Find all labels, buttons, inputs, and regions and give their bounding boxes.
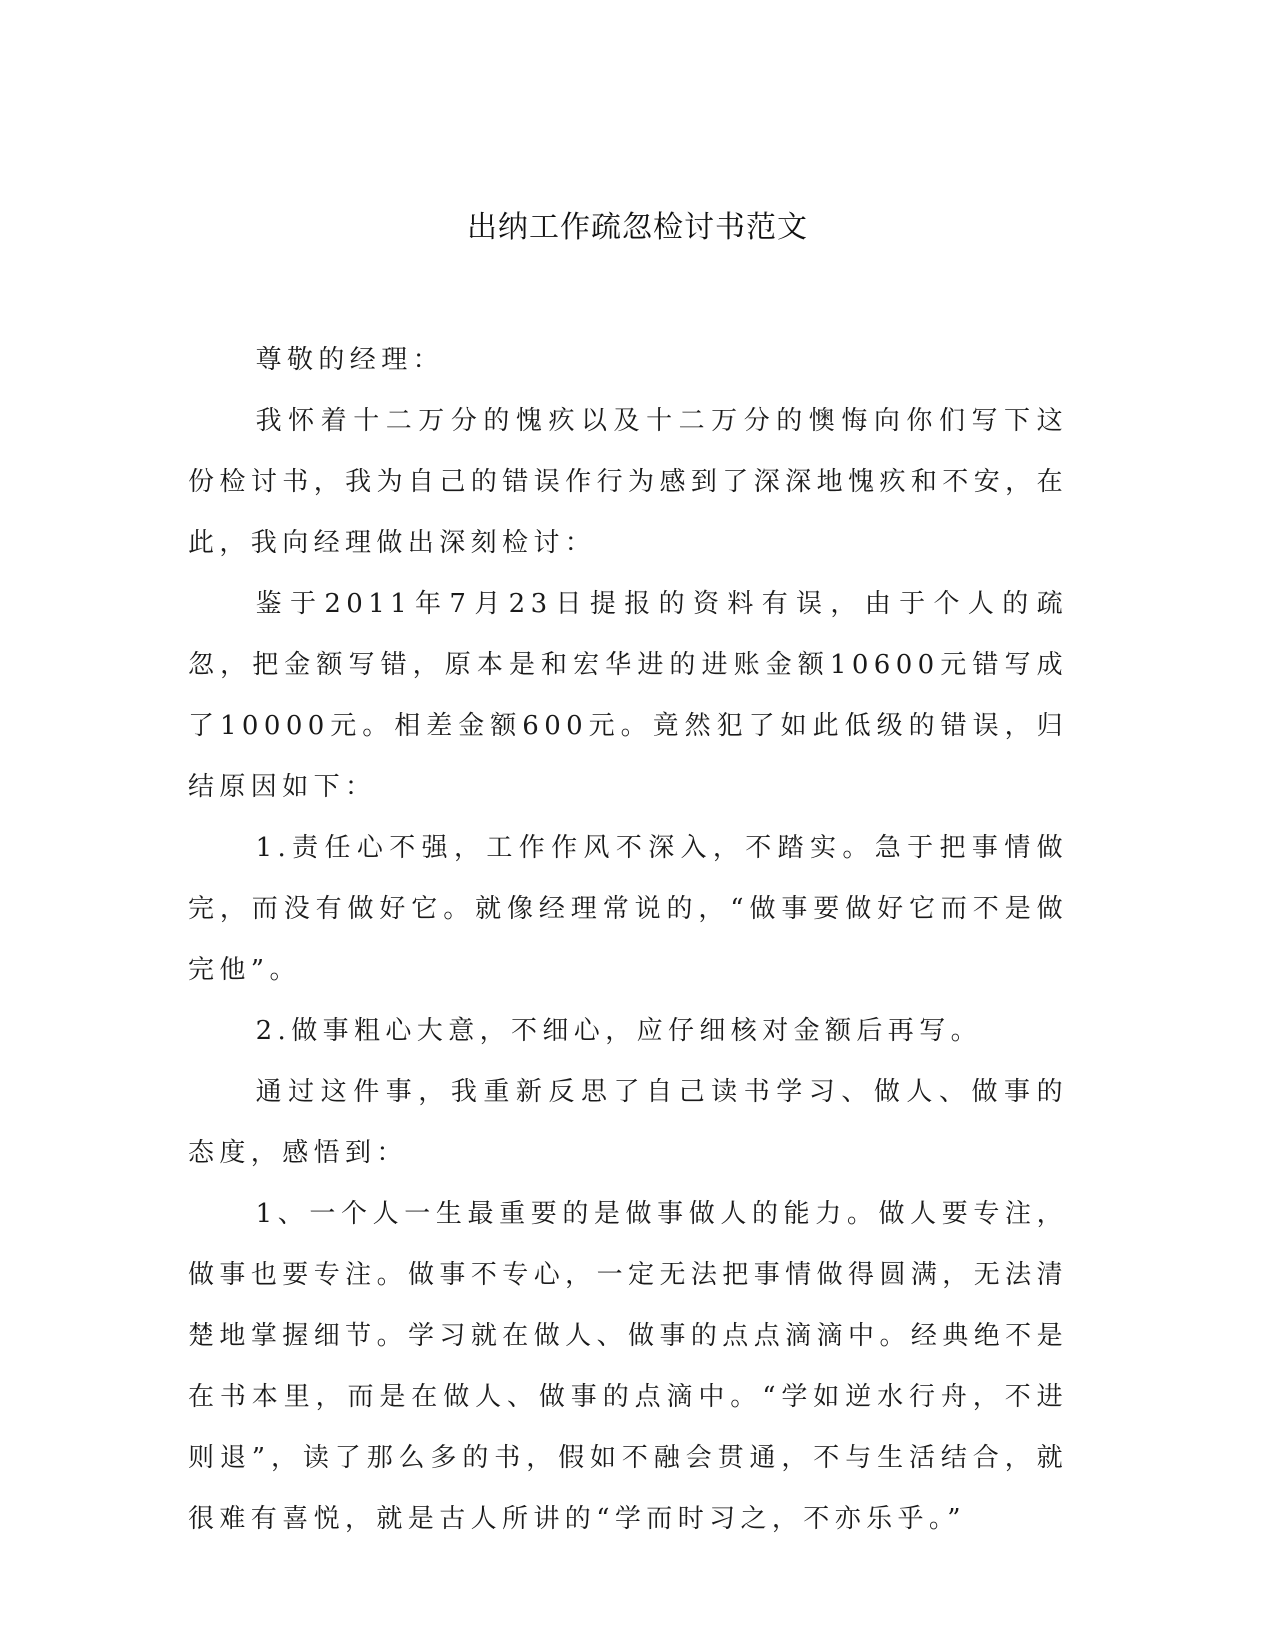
document-title: 出纳工作疏忽检讨书范文 — [467, 210, 808, 245]
paragraph-reason-2: 2.做事粗心大意，不细心，应仔细核对金额后再写。 — [255, 1016, 983, 1046]
paragraph-incident: 鉴于2011年7月23日提报的资料有误，由于个人的疏忽，把金额写错，原本是和宏华进的进账金额10600元错写成了10000元。相差金额600元。竟然犯了如此低级的错误，归结原因如下： — [188, 589, 1068, 802]
salutation: 尊敬的经理： — [255, 345, 444, 375]
paragraph-reflection: 通过这件事，我重新反思了自己读书学习、做人、做事的态度，感悟到： — [188, 1077, 1068, 1168]
document-body — [188, 330, 1068, 1550]
paragraph-intro: 我怀着十二万分的愧疚以及十二万分的懊悔向你们写下这份检讨书，我为自己的错误作行为感到了深深地愧疚和不安，在此，我向经理做出深刻检讨： — [188, 406, 1068, 558]
paragraph-reason-1: 1.责任心不强，工作作风不深入，不踏实。急于把事情做完，而没有做好它。就像经理常说的，“做事要做好它而不是做完他”。 — [188, 833, 1068, 985]
paragraph-insight-1: 1、一个人一生最重要的是做事做人的能力。做人要专注，做事也要专注。做事不专心，一定无法把事情做得圆满，无法清楚地掌握细节。学习就在做人、做事的点点滴滴中。经典绝不是在书本里，而是在做人、做事的点滴中。“学如逆水行舟，不进则退”，读了那么多的书，假如不融会贯通，不与生活结合，就很难有喜悦，就是古人所讲的“学而时习之，不亦乐乎。” — [188, 1199, 1068, 1534]
